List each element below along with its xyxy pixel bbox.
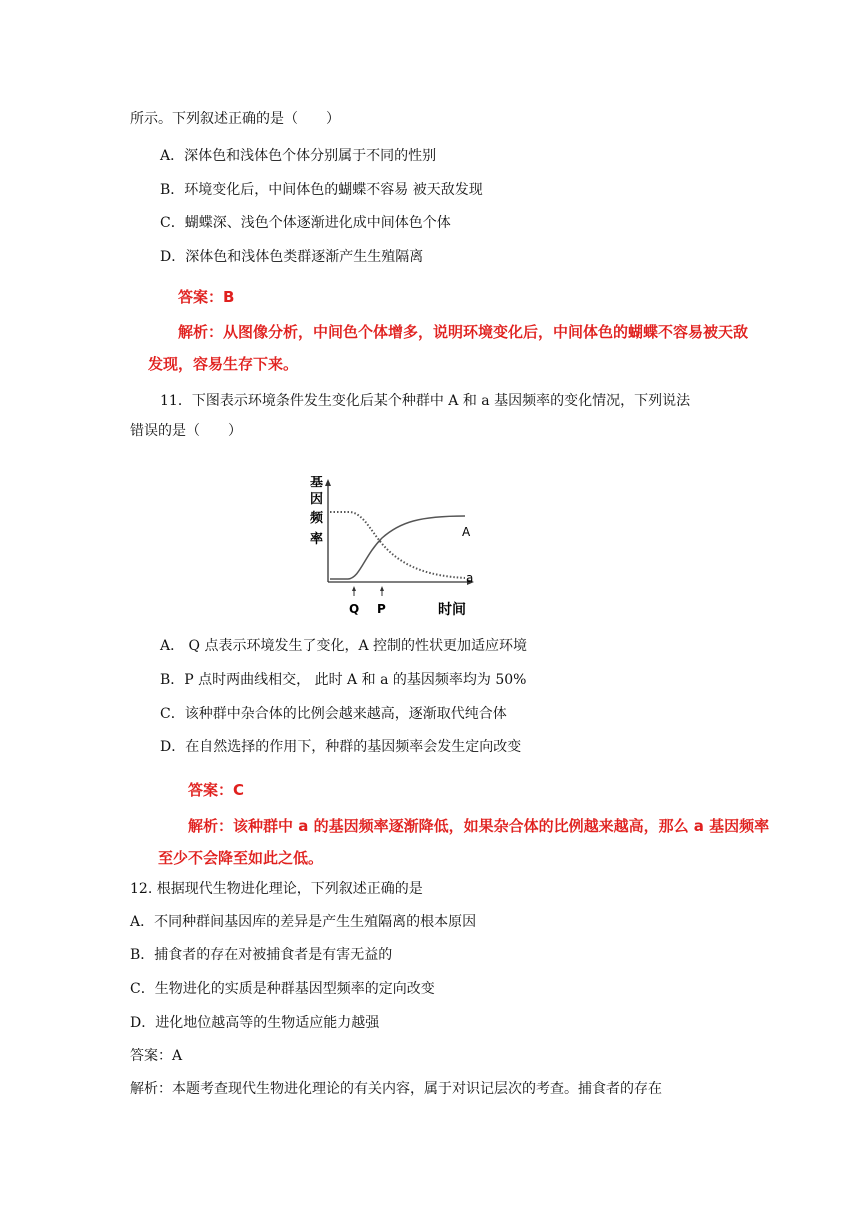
q11-option-c: C．该种群中杂合体的比例会越来越高，逐渐取代纯合体 bbox=[160, 706, 507, 722]
curve-A-label: A bbox=[462, 525, 471, 539]
curve-a bbox=[330, 512, 465, 578]
ylabel-char: 率 bbox=[310, 532, 324, 547]
q12-option-d: D．进化地位越高等的生物适应能力越强 bbox=[130, 1015, 380, 1031]
q11-stem-line-2: 错误的是（ ） bbox=[130, 423, 242, 439]
q11-analysis-line-2: 至少不会降至如此之低。 bbox=[158, 849, 324, 867]
mark-Q: Q bbox=[349, 602, 360, 616]
q10-analysis-line-1: 解析：从图像分析，中间色个体增多，说明环境变化后，中间体色的蝴蝶不容易被天敌 bbox=[178, 323, 749, 341]
q11-stem-line-1: 11．下图表示环境条件发生变化后某个种群中 A 和 a 基因频率的变化情况，下列说法 bbox=[160, 393, 691, 409]
q10-answer: 答案：B bbox=[178, 288, 235, 306]
ylabel-char: 基 bbox=[310, 476, 324, 490]
curve-A bbox=[330, 516, 465, 579]
y-axis-arrow-icon bbox=[325, 479, 331, 486]
q10-analysis-line-2: 发现，容易生存下来。 bbox=[148, 355, 299, 373]
q12-answer: 答案：A bbox=[130, 1048, 183, 1064]
q10-stem: 所示。下列叙述正确的是（ ） bbox=[130, 111, 340, 127]
q11-option-a: A． Q 点表示环境发生了变化，A 控制的性状更加适应环境 bbox=[160, 638, 528, 654]
curve-a-label: a bbox=[466, 571, 474, 585]
q12-option-a: A．不同种群间基因库的差异是产生生殖隔离的根本原因 bbox=[130, 914, 477, 930]
q12-option-b: B．捕食者的存在对被捕食者是有害无益的 bbox=[130, 947, 393, 963]
gene-frequency-figure bbox=[300, 476, 490, 622]
ylabel-char: 因 bbox=[310, 492, 324, 507]
ylabel-char: 频 bbox=[310, 511, 324, 526]
q10-option-a: A．深体色和浅体色个体分别属于不同的性别 bbox=[160, 148, 437, 164]
q11-option-d: D．在自然选择的作用下，种群的基因频率会发生定向改变 bbox=[160, 739, 522, 755]
q12-stem: 12. 根据现代生物进化理论，下列叙述正确的是 bbox=[130, 881, 423, 897]
mark-P: P bbox=[377, 602, 386, 616]
q11-analysis-line-1: 解析：该种群中 a 的基因频率逐渐降低，如果杂合体的比例越来越高，那么 a 基因频率 bbox=[188, 817, 770, 835]
q10-option-d: D．深体色和浅体色类群逐渐产生生殖隔离 bbox=[160, 249, 424, 265]
q10-option-c: C．蝴蝶深、浅色个体逐渐进化成中间体色个体 bbox=[160, 215, 451, 231]
q10-option-b: B．环境变化后，中间体色的蝴蝶不容易 被天敌发现 bbox=[160, 182, 483, 198]
q11-option-b: B．P 点时两曲线相交， 此时 A 和 a 的基因频率均为 50% bbox=[160, 672, 527, 688]
q12-analysis: 解析：本题考查现代生物进化理论的有关内容，属于对识记层次的考查。捕食者的存在 bbox=[130, 1081, 662, 1097]
xlabel: 时间 bbox=[438, 602, 466, 618]
q11-answer: 答案：C bbox=[188, 781, 245, 799]
q12-option-c: C．生物进化的实质是种群基因型频率的定向改变 bbox=[130, 981, 435, 997]
